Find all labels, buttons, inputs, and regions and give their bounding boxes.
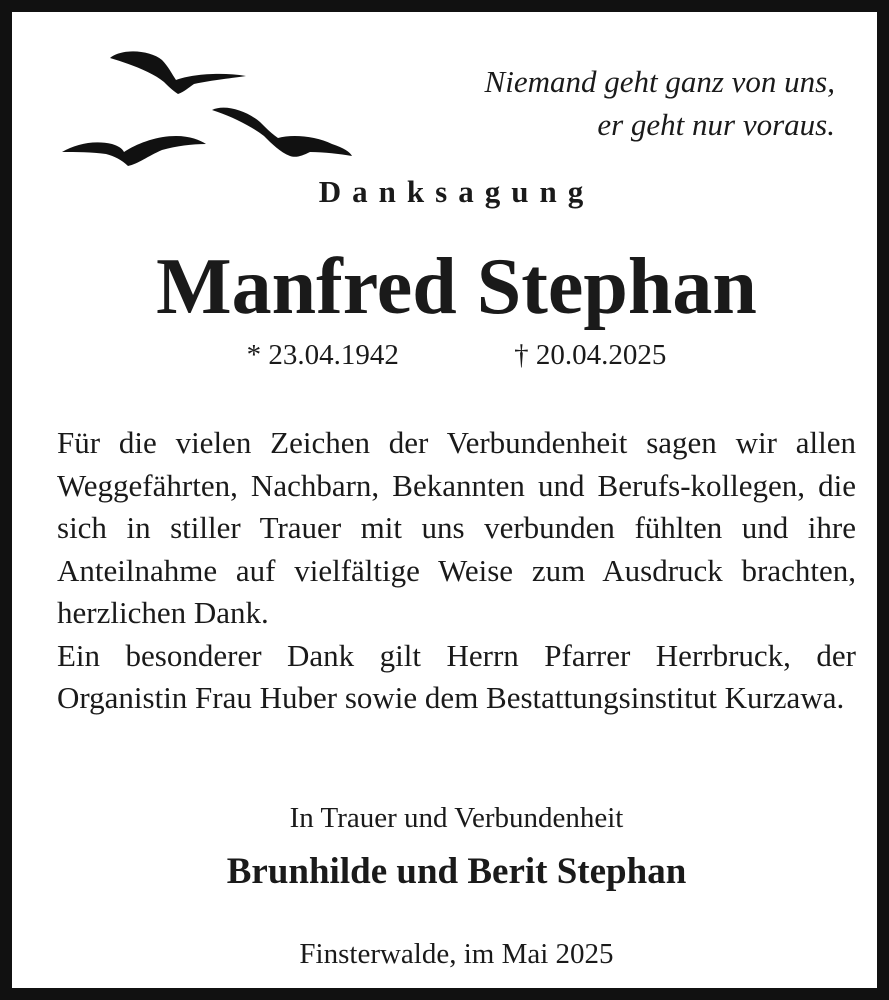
quote xyxy=(315,60,835,146)
life-dates xyxy=(12,339,889,372)
quote-line-1: Niemand geht ganz von uns, xyxy=(484,64,835,99)
deceased-name: Manfred Stephan xyxy=(156,243,757,331)
death-date: † 20.04.2025 xyxy=(514,339,667,371)
place-and-date: Finsterwalde, im Mai 2025 xyxy=(299,938,614,970)
message-paragraph-2: Ein besonderer Dank gilt Herrn Pfarrer Herrbruck, der Organistin Frau Huber sowie dem Bestattungsinstitut Kurzawa. xyxy=(57,637,856,715)
closing-line: In Trauer und Verbundenheit xyxy=(289,802,624,834)
message-paragraph-1: Für die vielen Zeichen der Verbundenheit sagen wir allen Weggefährten, Nachbarn, Bekannten und Berufs-kollegen, die sich in stiller Trauer mit uns verbunden fühlten und ihre Anteilnahme auf vielfältige Weise zum Ausdruck brachten, herzlichen Dank. xyxy=(57,425,856,630)
family-signature: Brunhilde und Berit Stephan xyxy=(226,851,687,892)
heading-danksagung: Danksagung xyxy=(318,174,595,209)
quote-line-2: er geht nur voraus. xyxy=(597,107,835,142)
thank-you-message xyxy=(57,422,856,720)
birth-date: * 23.04.1942 xyxy=(246,339,399,371)
